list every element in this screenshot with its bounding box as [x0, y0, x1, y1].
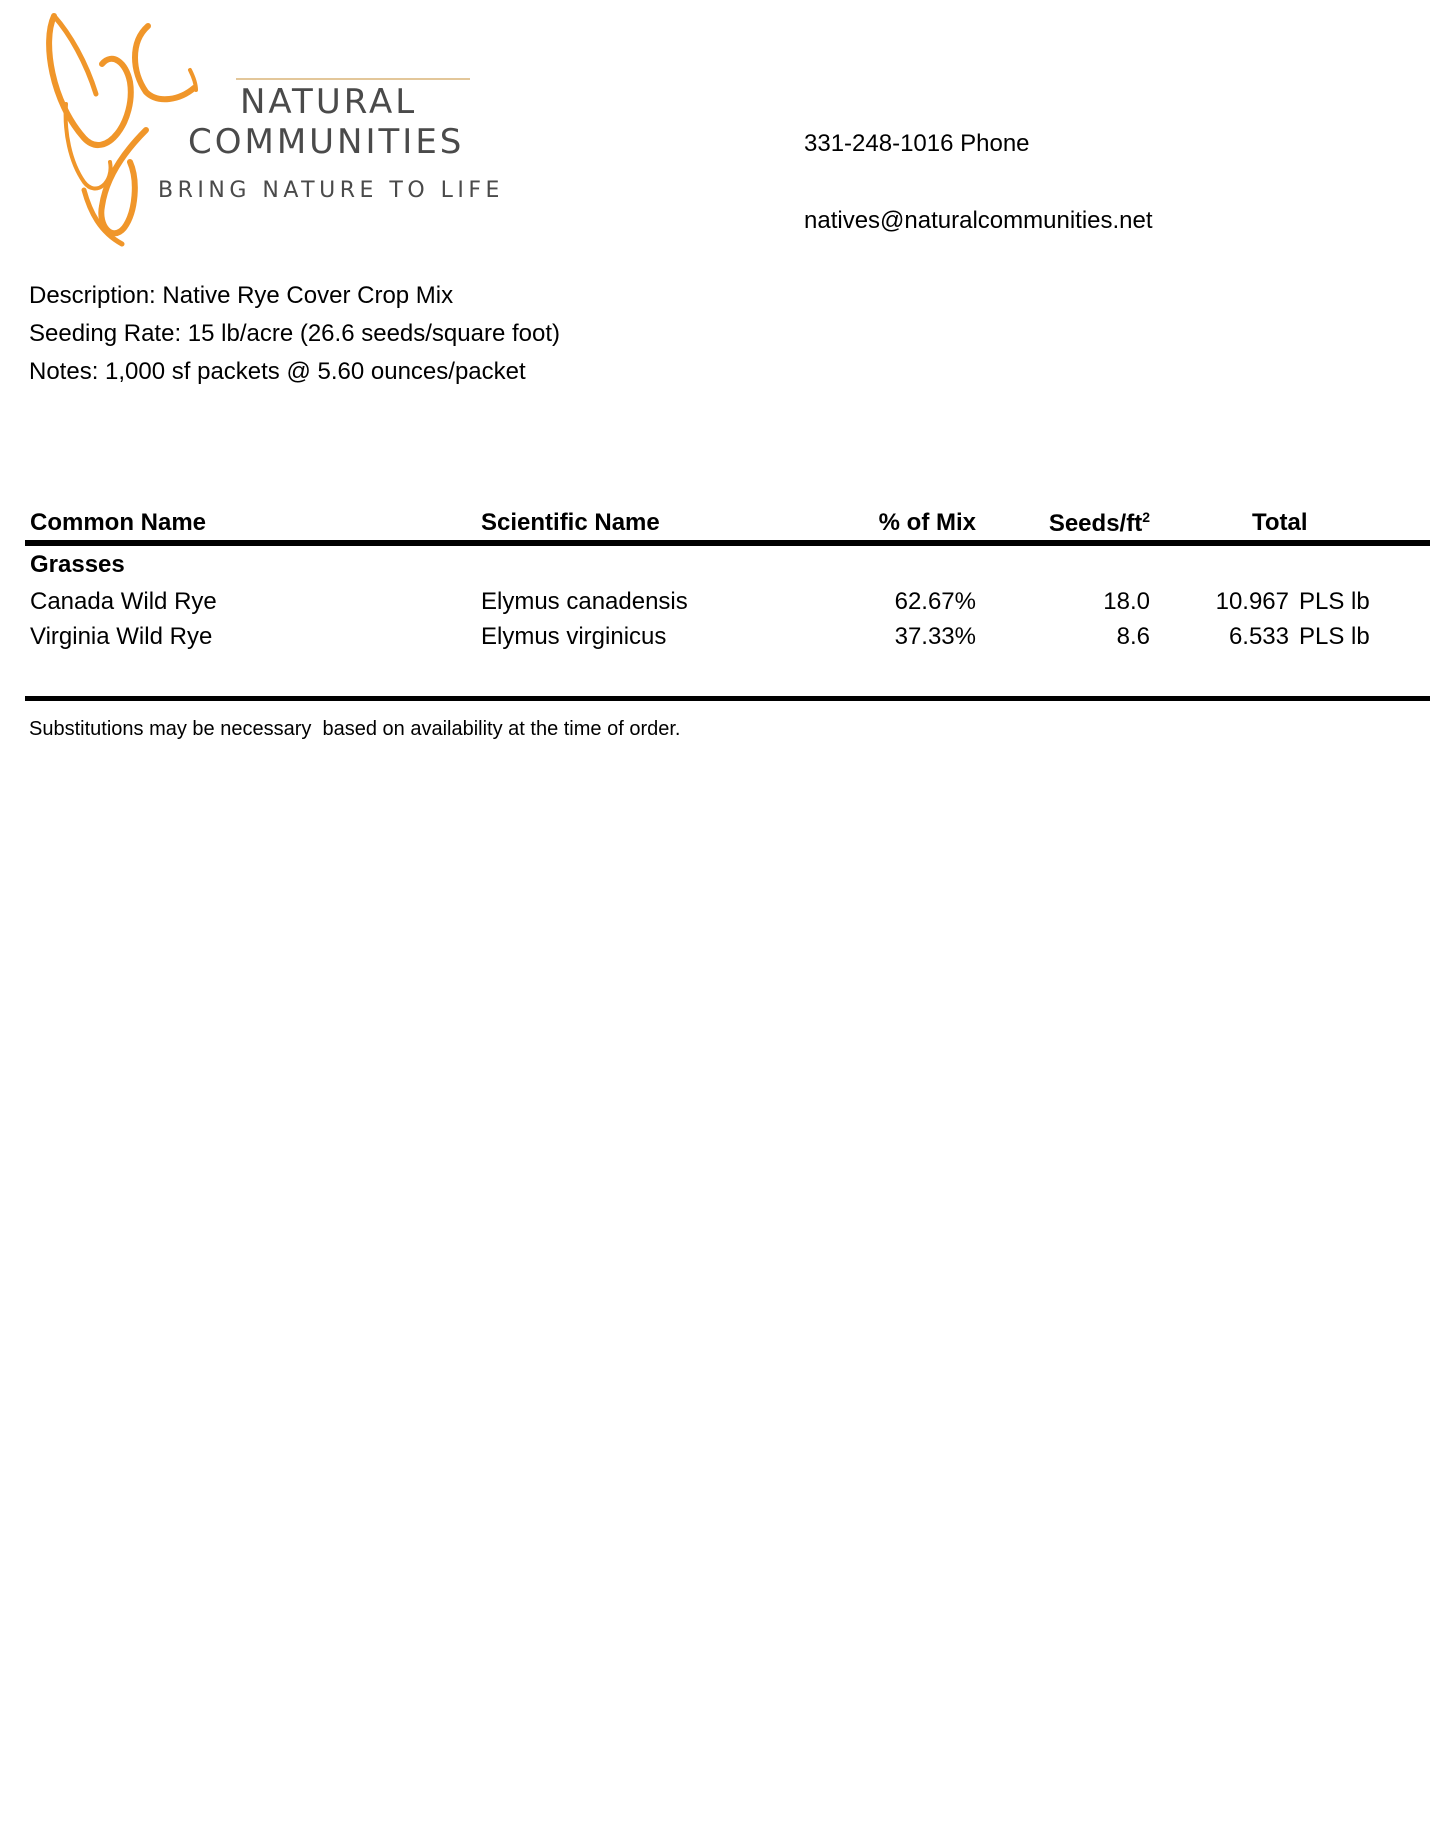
company-logo [40, 12, 520, 247]
row-common-name: Virginia Wild Rye [30, 623, 213, 650]
contact-email: natives@naturalcommunities.net [804, 207, 1153, 234]
packet-notes: Notes: 1,000 sf packets @ 5.60 ounces/packet [29, 358, 526, 385]
row-scientific-name: Elymus canadensis [481, 588, 688, 615]
header-seeds-per-sqft [1049, 509, 1150, 538]
group-label-grasses: Grasses [30, 551, 125, 578]
header-common-name: Common Name [30, 509, 207, 536]
header-percent-of-mix: % of Mix [878, 509, 976, 536]
row-common-name: Canada Wild Rye [30, 588, 217, 615]
row-total-unit: PLS lb [1299, 623, 1370, 650]
header-seeds-superscript: 2 [1142, 509, 1150, 525]
mix-description: Description: Native Rye Cover Crop Mix [29, 282, 454, 309]
logo-name-line-1: NATURAL [240, 82, 418, 122]
row-percent-of-mix: 62.67% [894, 588, 976, 615]
row-total: 10.967 [1215, 588, 1289, 615]
row-total-unit: PLS lb [1299, 588, 1370, 615]
logo-tagline: BRING NATURE TO LIFE [158, 178, 504, 203]
row-total: 6.533 [1228, 623, 1289, 650]
header-total: Total [1252, 509, 1308, 536]
row-percent-of-mix: 37.33% [894, 623, 976, 650]
substitution-footnote: Substitutions may be necessary based on availability at the time of order. [29, 718, 681, 740]
row-seeds-per-sqft: 8.6 [1116, 623, 1150, 650]
logo-divider [236, 78, 470, 80]
row-scientific-name: Elymus virginicus [481, 623, 667, 650]
seeding-rate: Seeding Rate: 15 lb/acre (26.6 seeds/square foot) [29, 320, 560, 347]
contact-phone: 331-248-1016 Phone [804, 130, 1030, 157]
row-seeds-per-sqft: 18.0 [1103, 588, 1150, 615]
butterfly-logo-icon [40, 12, 200, 247]
logo-name-line-2: COMMUNITIES [188, 122, 465, 162]
header-scientific-name: Scientific Name [481, 509, 660, 536]
header-seeds-label: Seeds/ft [1048, 510, 1143, 537]
table-bottom-rule [25, 696, 1430, 701]
table-header-rule [25, 540, 1430, 546]
